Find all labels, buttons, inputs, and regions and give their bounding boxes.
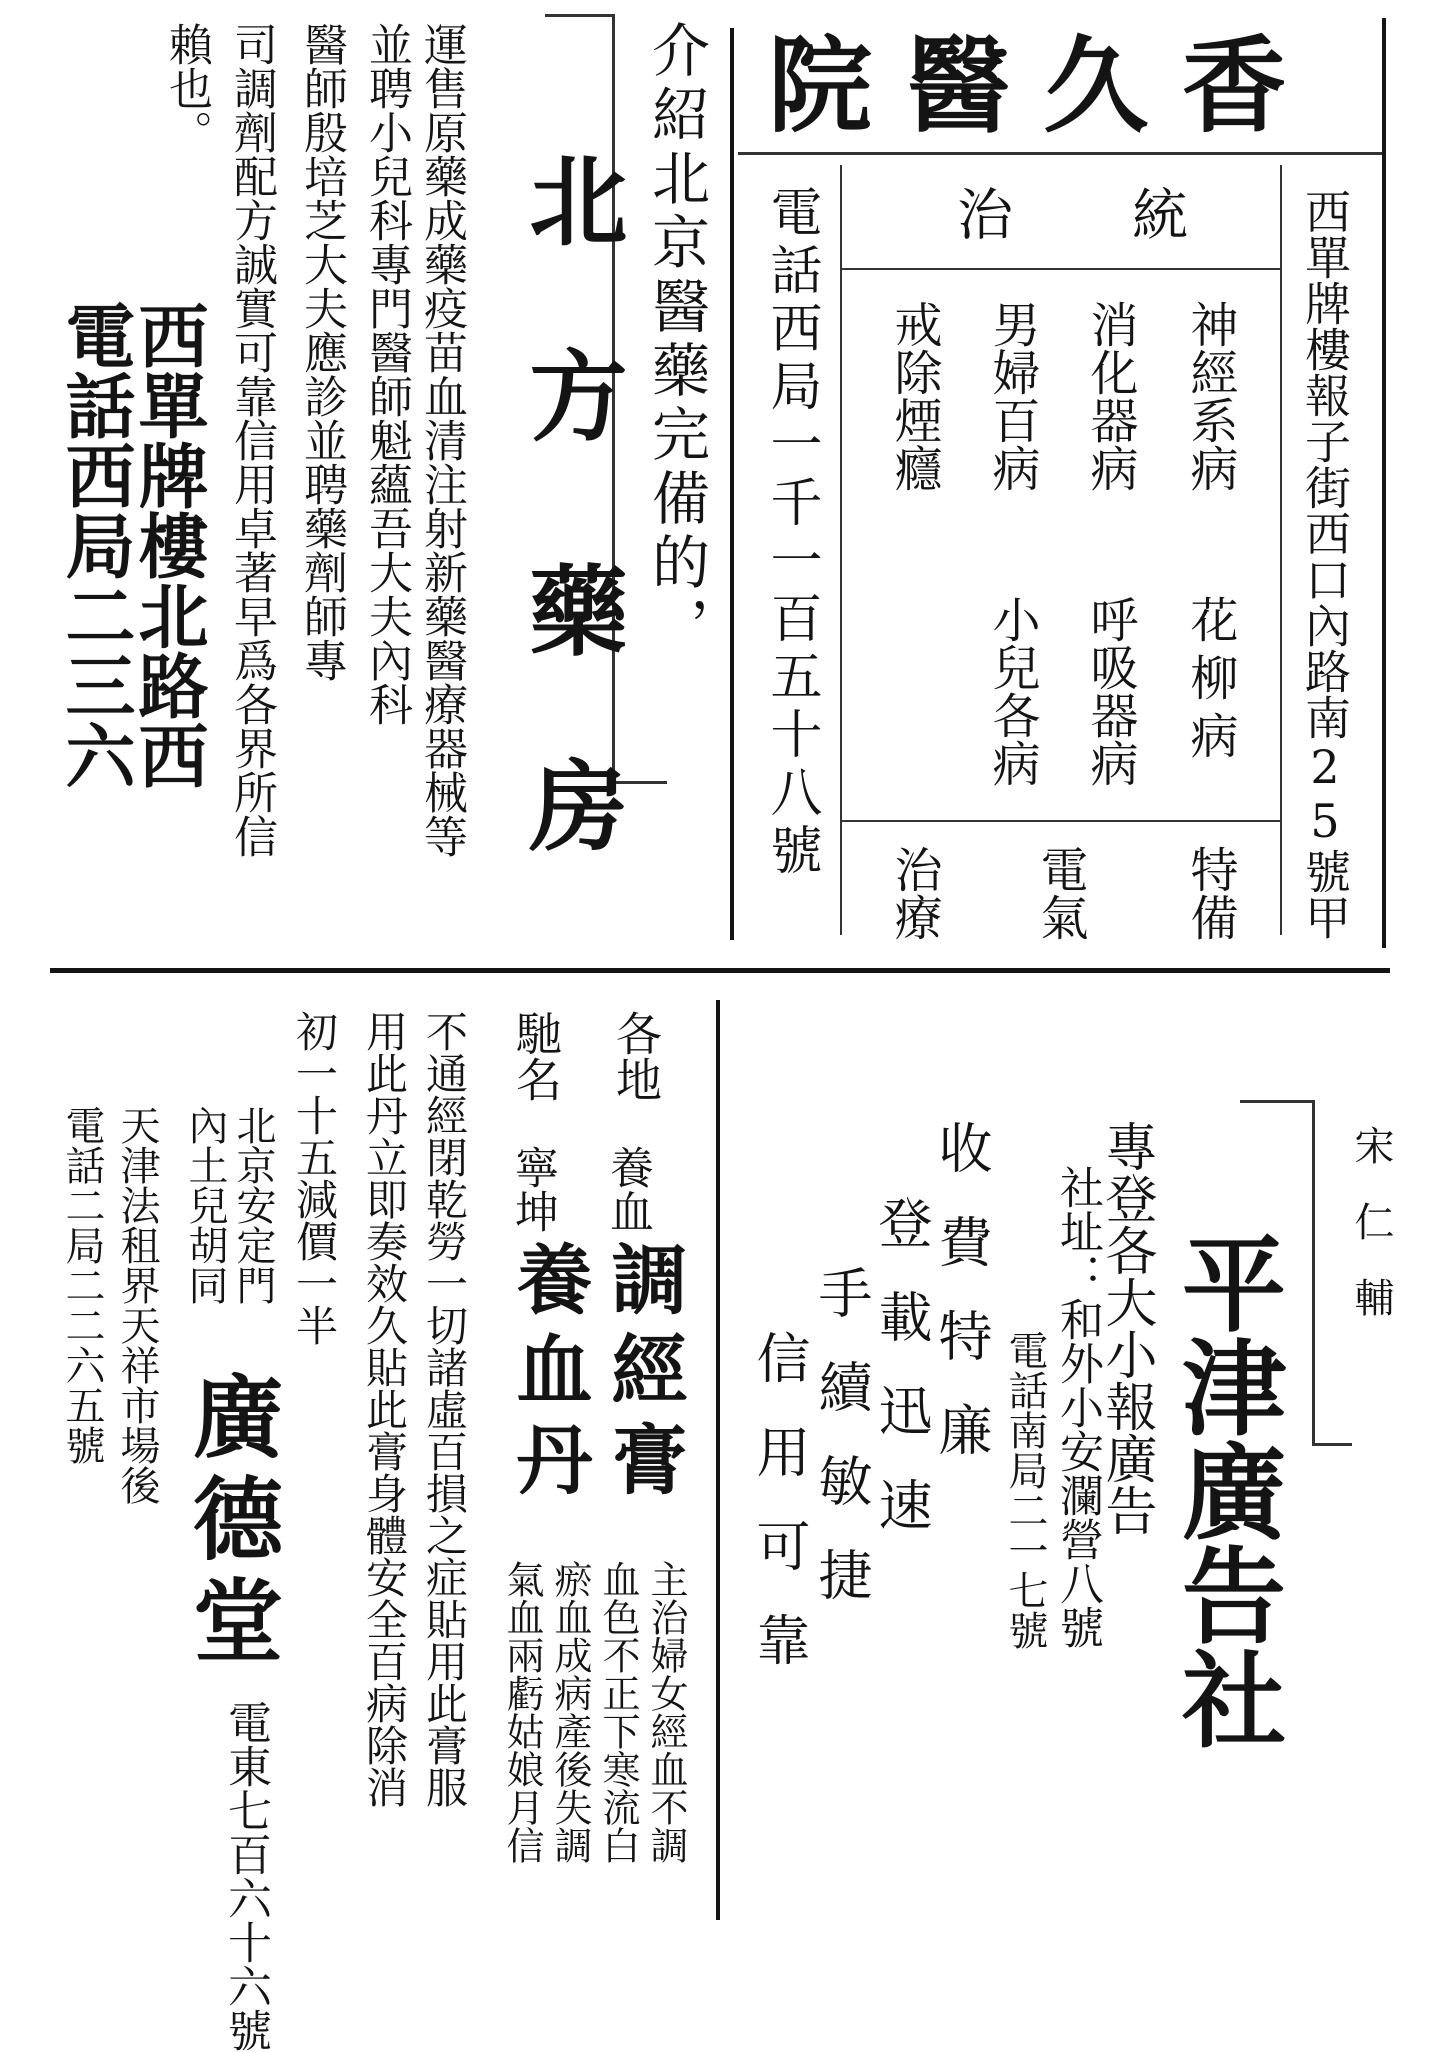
usage-1: 不通經閉乾勞一切諸虛百損之症貼用此膏服 bbox=[420, 1010, 469, 1808]
agency-line-1: 專登各大小報廣告 bbox=[1096, 1120, 1156, 1536]
hospital-tongzhi-rule bbox=[842, 268, 1280, 270]
product-2-note: 寧坤 bbox=[507, 1145, 558, 1233]
pharmacy-body-col-5: 賴也。 bbox=[161, 22, 212, 154]
right-vertical-rule bbox=[1382, 18, 1386, 948]
pharmacy-name-3: 藥 bbox=[513, 560, 628, 658]
pharmacy-intro: 介紹北京醫藥完備的， bbox=[642, 20, 710, 660]
hospital-title-rule bbox=[738, 152, 1382, 155]
agency-slogan-3: 手續敏捷 bbox=[810, 1265, 873, 1641]
hospital-box-right-rule bbox=[1280, 165, 1282, 935]
usage-2: 用此丹立即奏效久貼此膏身體安全百病除消 bbox=[360, 1010, 409, 1808]
agency-manager: 宋仁輔 bbox=[1348, 1125, 1394, 1353]
pharmacy-body-col-1: 運售原藥成藥疫苗血清注射新藥醫療器械等 bbox=[416, 22, 467, 858]
guangde-name: 廣德堂 bbox=[177, 1370, 283, 1676]
guangde-address-1: 北京安定門 bbox=[230, 1105, 276, 1305]
pharmacy-body-col-3: 醫師殷培芝大夫應診並聘藥劑師專 bbox=[296, 22, 347, 682]
agency-bracket-bottom bbox=[1312, 1443, 1352, 1446]
hospital-phone: 電話西局一千一百五十八號 bbox=[761, 185, 821, 881]
product-1-note: 養血 bbox=[602, 1145, 653, 1233]
guangde-header-2: 馳名 bbox=[509, 1010, 563, 1102]
center-vertical-rule bbox=[730, 28, 734, 940]
product-2-name: 養血丹 bbox=[504, 1240, 593, 1510]
treat-word-tong: 統 bbox=[1123, 185, 1188, 241]
special-prepared: 特備 bbox=[1182, 845, 1238, 941]
guangde-address-3: 天津法租界天祥市場後 bbox=[114, 1105, 160, 1505]
indication-1: 主治婦女經血不調 bbox=[644, 1560, 688, 1864]
indication-4: 氣血兩虧姑娘月信 bbox=[500, 1560, 544, 1864]
agency-name: 平津廣告社 bbox=[1164, 1230, 1287, 1750]
hospital-address: 西單牌樓報子街西口內路南25號甲 bbox=[1298, 188, 1352, 940]
pharmacy-body-col-4: 司調劑配方誠實可靠信用卓著早爲各界所信 bbox=[226, 22, 277, 858]
agency-line-2: 社址：和外小安瀾營八號 bbox=[1052, 1165, 1103, 1649]
disease-children: 小兒各病 bbox=[984, 595, 1040, 787]
pharmacy-name-4: 房 bbox=[513, 755, 628, 853]
hospital-special-rule bbox=[842, 820, 1280, 822]
guangde-phone-east: 電東七百六十六號 bbox=[220, 1700, 271, 2052]
special-electric: 電氣 bbox=[1032, 845, 1088, 941]
special-therapy: 治療 bbox=[886, 845, 942, 941]
indication-2: 血色不正下寒流白 bbox=[596, 1560, 640, 1864]
agency-slogan-4: 信用可靠 bbox=[748, 1330, 811, 1706]
disease-general: 男婦百病 bbox=[984, 300, 1040, 492]
indication-3: 瘀血成病產後失調 bbox=[548, 1560, 592, 1864]
disease-venereal: 花柳病 bbox=[1182, 595, 1238, 769]
agency-bracket-right bbox=[1312, 1100, 1315, 1446]
pharmacy-name-2: 方 bbox=[513, 345, 628, 443]
agency-bracket-top bbox=[1240, 1100, 1315, 1103]
guangde-phone-tianjin: 電話二局二二六五號 bbox=[59, 1105, 105, 1465]
disease-neuro: 神經系病 bbox=[1182, 300, 1238, 492]
disease-respiratory: 呼吸器病 bbox=[1082, 595, 1138, 787]
disease-digestive: 消化器病 bbox=[1082, 300, 1138, 492]
treat-word-zhi: 治 bbox=[948, 185, 1013, 241]
product-1-name: 調經膏 bbox=[599, 1240, 688, 1510]
agency-line-3: 電話南局二一七號 bbox=[1002, 1330, 1048, 1650]
pharmacy-bracket-top bbox=[545, 14, 615, 17]
pharmacy-body-col-2: 並聘小兒科專門醫師魁蘊吾大夫內科 bbox=[361, 22, 412, 726]
pharmacy-address: 西單牌樓北路西 bbox=[127, 300, 210, 790]
agency-slogan-2: 登載迅速 bbox=[870, 1195, 933, 1571]
lower-vertical-rule bbox=[716, 1000, 720, 1920]
disease-opium: 戒除煙癮 bbox=[886, 300, 942, 492]
pharmacy-name-1: 北 bbox=[513, 150, 628, 248]
guangde-promo: 初一十五減價一半 bbox=[290, 1010, 339, 1346]
agency-slogan-1: 收費特廉 bbox=[930, 1120, 993, 1496]
guangde-header-1: 各地 bbox=[609, 1010, 663, 1102]
hospital-name: 香久醫院 bbox=[767, 24, 1320, 147]
pharmacy-phone: 電話西局二三六 bbox=[54, 300, 137, 790]
guangde-address-2: 內土兒胡同 bbox=[182, 1105, 228, 1305]
horizontal-divider bbox=[50, 968, 1390, 973]
